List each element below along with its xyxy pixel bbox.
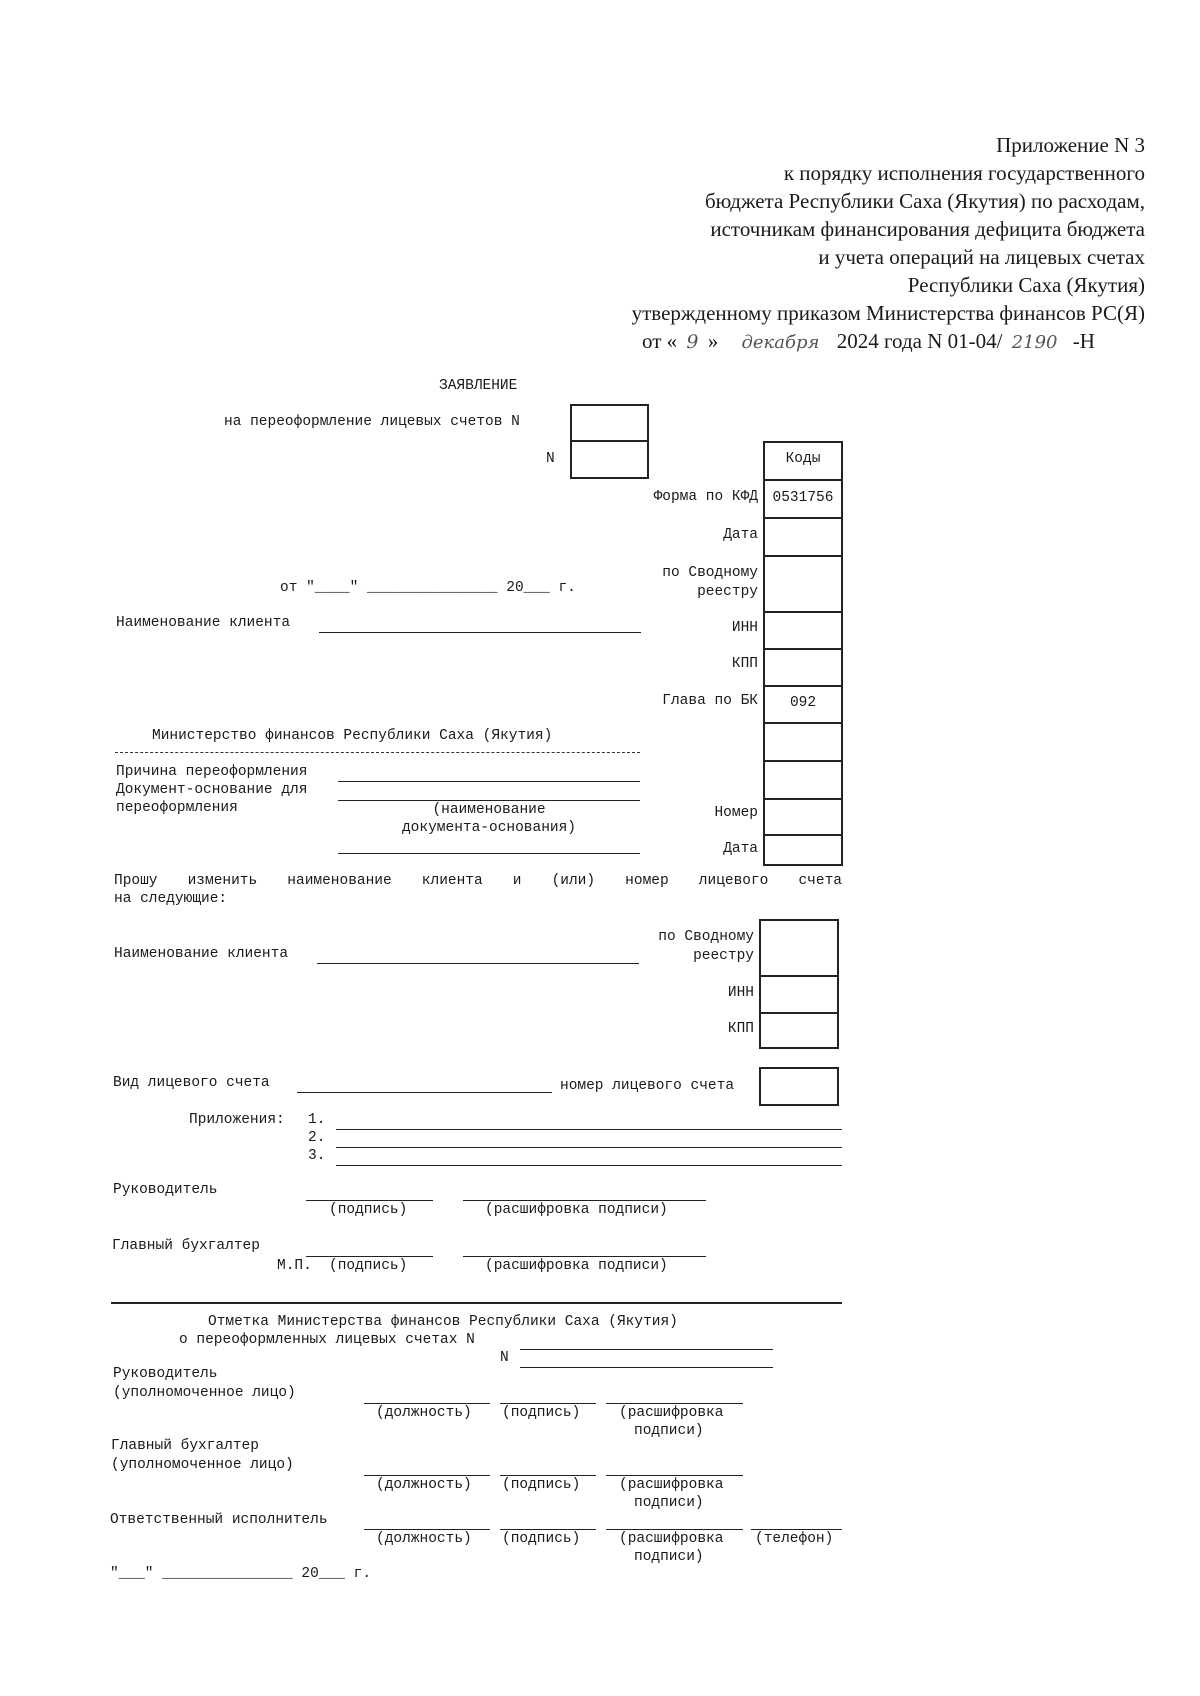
account-number-box-2[interactable] [570,440,649,479]
decode-hint-1: (расшифровка [619,1531,724,1547]
signature-decode-hint: (расшифровка подписи) [485,1202,668,1218]
appendix-title: Приложение N 3 [996,133,1145,157]
code-kfd: 0531756 [765,479,841,517]
decode-hint-1: (расшифровка [619,1477,724,1493]
codes-table-2 [759,919,839,1049]
chief-signature-field[interactable] [306,1256,433,1257]
head-label: Руководитель [113,1182,218,1198]
section-divider [111,1302,842,1304]
attachment-num-2: 2. [308,1130,326,1146]
mark-account-field-2[interactable] [520,1367,773,1368]
mark-executor-position-field[interactable] [364,1529,490,1530]
basis-label-2: переоформления [116,800,238,816]
new-client-name-label: Наименование клиента [114,946,289,962]
decode-hint-1: (расшифровка [619,1405,724,1421]
header-line: утвержденному приказом Министерства финансов РС(Я) [631,301,1145,325]
code-empty-1[interactable] [765,722,841,760]
mark-chief-label-2: (уполномоченное лицо) [111,1457,294,1473]
mark-head-signature-field[interactable] [500,1403,596,1404]
basis-field-2[interactable] [338,853,640,854]
codes-header: Коды [785,451,821,467]
request-word: лицевого [698,873,769,889]
client-name-field[interactable] [319,632,641,633]
attachments-label: Приложения: [189,1112,285,1128]
form-subtitle: на переоформление лицевых счетов N [224,414,520,430]
signature-hint: (подпись) [502,1531,581,1547]
client-name-label: Наименование клиента [116,615,291,631]
mark-executor-signature-field[interactable] [500,1529,596,1530]
chief-accountant-label: Главный бухгалтер [112,1238,260,1254]
code-inn[interactable] [765,611,841,648]
statement-date-line[interactable]: от "____" _______________ 20___ г. [280,580,576,596]
code-kpp[interactable] [765,648,841,685]
mark-head-decode-field[interactable] [606,1403,743,1404]
mark-title-1: Отметка Министерства финансов Республики Саха (Якутия) [208,1314,678,1330]
basis-label-1: Документ-основание для [116,782,308,798]
request-word: номер [625,873,669,889]
chief-decode-field[interactable] [463,1256,706,1257]
mark-executor-decode-field[interactable] [606,1529,743,1530]
registry2-label-2: реестру [693,948,754,964]
new-client-name-field[interactable] [317,963,639,964]
mark-executor-phone-field[interactable] [751,1529,842,1530]
account-number-box[interactable] [759,1067,839,1106]
mark-chief-decode-field[interactable] [606,1475,743,1476]
basis-field[interactable] [338,800,640,801]
mark-chief-signature-field[interactable] [500,1475,596,1476]
request-word: Прошу [114,873,158,889]
code-doc-date[interactable] [765,834,841,866]
request-line-2: на следующие: [114,891,228,907]
form-title: ЗАЯВЛЕНИЕ [439,378,518,394]
signature-decode-hint: (расшифровка подписи) [485,1258,668,1274]
code2-kpp[interactable] [761,1012,837,1049]
account-number-box-1[interactable] [570,404,649,442]
order-prefix: от « [642,329,678,353]
inn2-label: ИНН [727,985,754,1001]
order-month: декабря [741,332,820,353]
order-day: 9 [686,331,699,353]
mark-head-label-2: (уполномоченное лицо) [113,1385,296,1401]
phone-hint: (телефон) [755,1531,834,1547]
decode-hint-2: подписи) [634,1495,704,1511]
mark-date-line[interactable]: "___" _______________ 20___ г. [110,1566,372,1582]
codes-table [763,441,843,866]
request-line-1 [114,873,842,889]
request-word: (или) [551,873,596,889]
code2-registry[interactable] [761,919,837,975]
basis-hint-2: документа-основания) [401,820,577,836]
order-date-line [642,329,1095,354]
position-hint: (должность) [376,1477,472,1493]
order-mid: » [707,329,719,353]
attachment-num-1: 1. [308,1112,326,1128]
order-year-text: 2024 года N 01-04/ [836,329,1003,353]
stamp-label: М.П. [277,1258,312,1274]
mark-chief-label-1: Главный бухгалтер [111,1438,259,1454]
code2-inn[interactable] [761,975,837,1012]
registry2-label-1: по Сводному [658,929,754,945]
request-word: наименование [287,873,392,889]
chapter-bk-label: Глава по БК [662,693,758,709]
head-decode-field[interactable] [463,1200,706,1201]
n-label: N [546,451,555,467]
attachment-field-3[interactable] [336,1165,842,1166]
mark-head-position-field[interactable] [364,1403,490,1404]
registry-label-2: реестру [697,584,758,600]
doc-date-label: Дата [723,841,758,857]
kpp2-label: КПП [727,1021,754,1037]
head-signature-field[interactable] [306,1200,433,1201]
position-hint: (должность) [376,1531,472,1547]
mark-account-field-1[interactable] [520,1349,773,1350]
reason-field[interactable] [338,781,640,782]
decode-hint-2: подписи) [634,1423,704,1439]
account-type-label: Вид лицевого счета [113,1075,270,1091]
account-type-field[interactable] [297,1092,552,1093]
ministry-name: Министерство финансов Республики Саха (Якутия) [152,728,553,744]
request-word: и [512,873,522,889]
position-hint: (должность) [376,1405,472,1421]
registry-label-1: по Сводному [662,565,758,581]
kpp-label: КПП [731,656,758,672]
code-empty-2[interactable] [765,760,841,798]
attachment-field-2[interactable] [336,1147,842,1148]
mark-title-2: о переоформленных лицевых счетах N [179,1332,475,1348]
signature-hint: (подпись) [502,1405,581,1421]
header-line: Республики Саха (Якутия) [907,273,1145,297]
header-line: к порядку исполнения государственного [783,161,1145,185]
decode-hint-2: подписи) [634,1549,704,1565]
order-suffix: -Н [1072,329,1095,353]
request-word: клиента [421,873,483,889]
mark-executor-label: Ответственный исполнитель [110,1512,328,1528]
code-number[interactable] [765,798,841,834]
attachment-field-1[interactable] [336,1129,842,1130]
account-number-label: номер лицевого счета [560,1078,735,1094]
request-word: счета [798,873,842,889]
header-line: и учета операций на лицевых счетах [818,245,1145,269]
attachment-num-3: 3. [308,1148,326,1164]
basis-hint-1: (наименование [432,802,546,818]
number-label: Номер [714,805,758,821]
ministry-divider [115,752,640,753]
inn-label: ИНН [731,620,758,636]
order-number: 2190 [1011,332,1058,353]
signature-hint: (подпись) [329,1258,408,1274]
code-registry[interactable] [765,555,841,611]
header-line: бюджета Республики Саха (Якутия) по расходам, [705,189,1145,213]
request-word: изменить [187,873,258,889]
mark-n-label: N [500,1350,509,1366]
reason-label: Причина переоформления [116,764,308,780]
code-date[interactable] [765,517,841,555]
date-label: Дата [723,527,758,543]
signature-hint: (подпись) [329,1202,408,1218]
header-line: источникам финансирования дефицита бюджета [710,217,1145,241]
mark-chief-position-field[interactable] [364,1475,490,1476]
signature-hint: (подпись) [502,1477,581,1493]
mark-head-label-1: Руководитель [113,1366,218,1382]
kfd-label: Форма по КФД [653,489,758,505]
code-chapter-bk: 092 [765,685,841,722]
